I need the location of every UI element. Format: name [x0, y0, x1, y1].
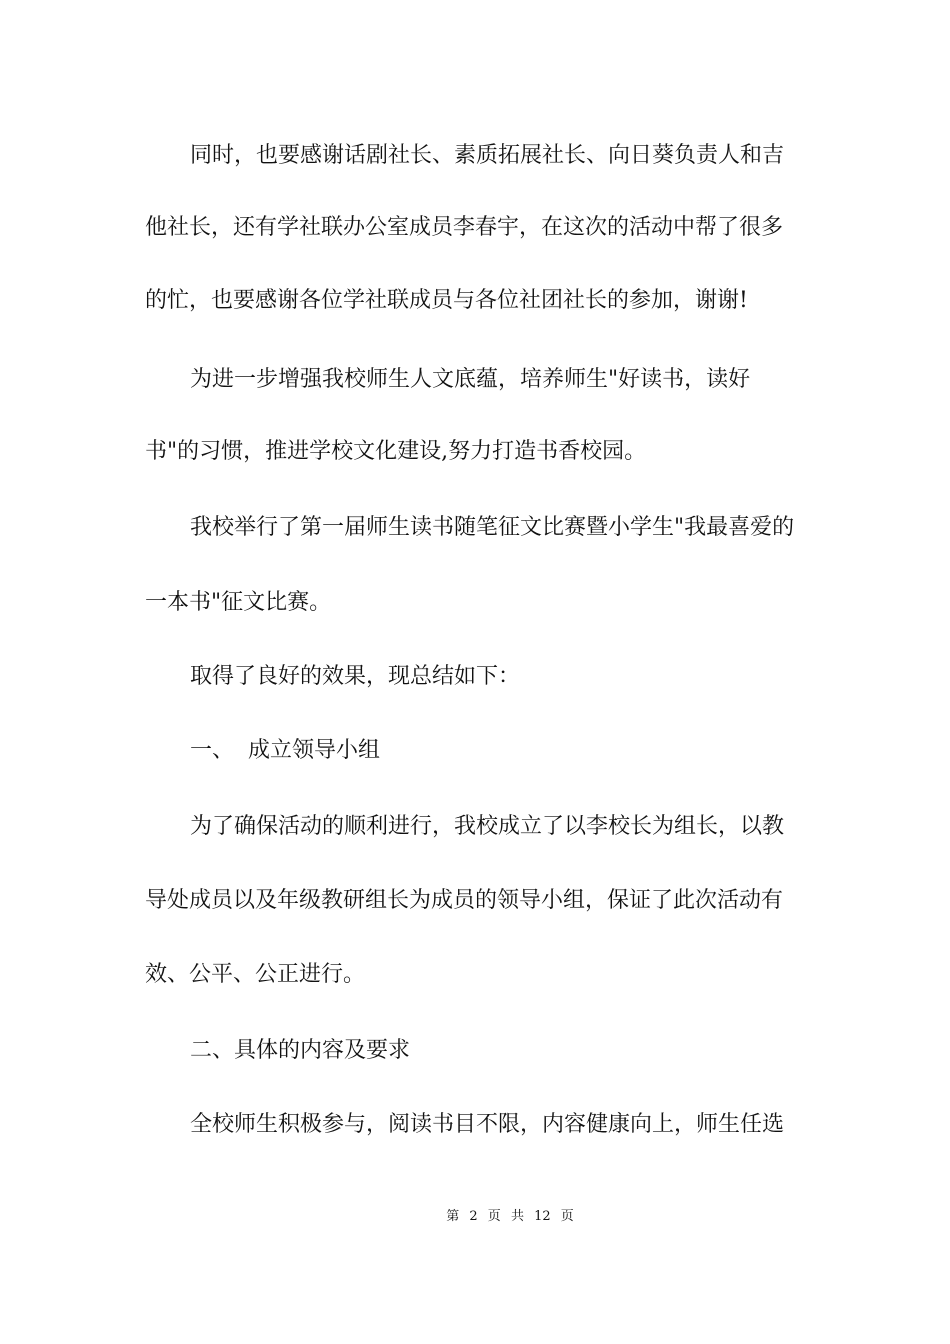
- section-heading: 二、具体的内容及要求: [190, 1038, 411, 1063]
- section-heading: 一、 成立领导小组: [190, 738, 380, 763]
- paragraph-line: 同时，也要感谢话剧社长、素质拓展社长、向日葵负责人和吉: [190, 143, 785, 168]
- total-pages-number: 12: [534, 1209, 551, 1224]
- paragraph-line: 取得了良好的效果，现总结如下：: [190, 664, 521, 689]
- footer-prefix: 第: [446, 1209, 460, 1224]
- current-page-number: 2: [469, 1209, 478, 1224]
- paragraph-line: 他社长，还有学社联办公室成员李春宇，在这次的活动中帮了很多: [145, 215, 784, 240]
- paragraph-line: 一本书"征文比赛。: [145, 590, 332, 615]
- footer-mid: 页: [487, 1209, 501, 1224]
- paragraph-line: 导处成员以及年级教研组长为成员的领导小组，保证了此次活动有: [145, 888, 784, 913]
- footer-suffix: 页: [560, 1209, 574, 1224]
- paragraph-line: 的忙，也要感谢各位学社联成员与各位社团社长的参加，谢谢!: [145, 288, 748, 313]
- page-footer: [0, 1208, 950, 1226]
- footer-total-prefix: 共: [510, 1209, 524, 1224]
- paragraph-line: 全校师生积极参与，阅读书目不限，内容健康向上，师生任选: [190, 1112, 785, 1137]
- paragraph-line: 我校举行了第一届师生读书随笔征文比赛暨小学生"我最喜爱的: [190, 515, 795, 540]
- paragraph-line: 为了确保活动的顺利进行，我校成立了以李校长为组长，以教: [190, 814, 785, 839]
- paragraph-line: 为进一步增强我校师生人文底蕴，培养师生"好读书，读好: [190, 367, 751, 392]
- paragraph-line: 书"的习惯，推进学校文化建设,努力打造书香校园。: [145, 439, 647, 464]
- paragraph-line: 效、公平、公正进行。: [145, 962, 366, 987]
